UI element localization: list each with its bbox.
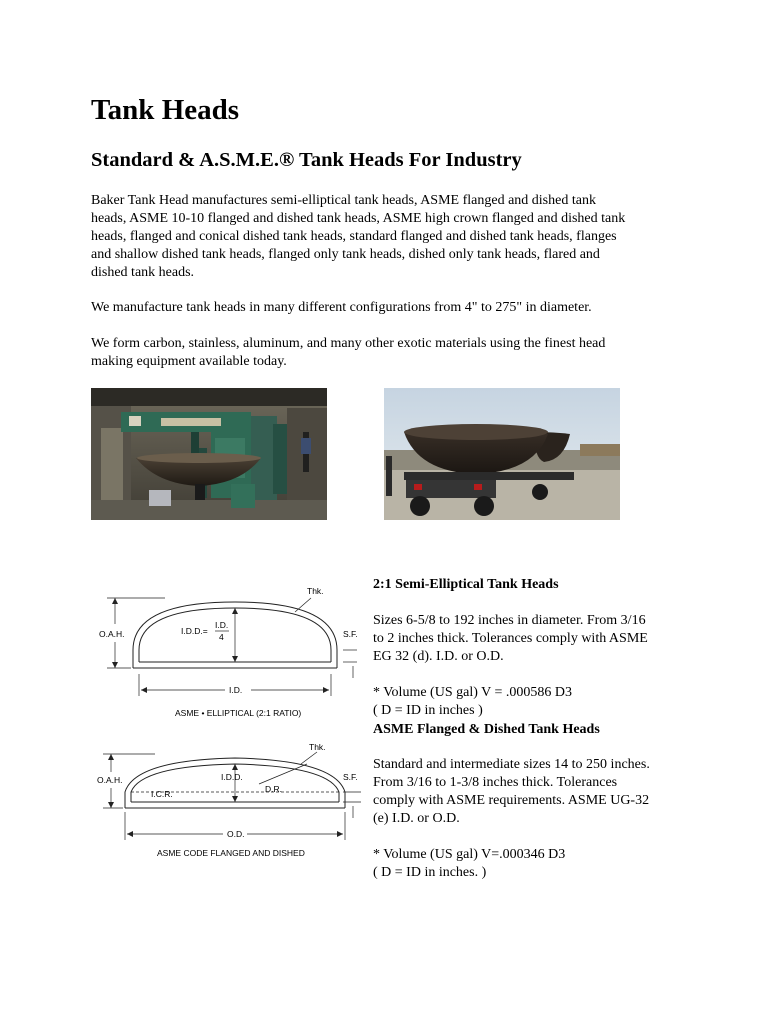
page-title: Tank Heads: [91, 94, 240, 126]
materials-line: We form carbon, stainless, aluminum, and many other exotic materials using the finest head: [91, 336, 606, 351]
config-paragraph: We manufacture tank heads in many different configurations from 4" to 275" in diameter.: [91, 300, 592, 315]
page-subtitle: Standard & A.S.M.E.® Tank Heads For Industry: [91, 149, 522, 171]
flanged-volume: * Volume (US gal) V=.000346 D3: [373, 847, 566, 862]
sf-label: S.F.: [343, 772, 358, 782]
flanged-desc-line: From 3/16 to 1-3/8 inches thick. Tolerances: [373, 775, 618, 790]
flanged-desc-line: (e) I.D. or O.D.: [373, 811, 460, 826]
elliptical-heading: 2:1 Semi-Elliptical Tank Heads: [373, 577, 559, 592]
intro-line: and shallow dished tank heads, flanged only tank heads, dished only tank heads, flared and: [91, 247, 600, 262]
elliptical-volume: * Volume (US gal) V = .000586 D3: [373, 685, 572, 700]
flanged-heading: ASME Flanged & Dished Tank Heads: [373, 722, 600, 737]
idd-label: I.D.D.: [221, 772, 243, 782]
intro-line: heads, flanged and conical dished tank heads, standard flanged and dished tank heads, flanges: [91, 229, 617, 244]
intro-line: dished tank heads.: [91, 265, 195, 280]
icr-label: I.C.R.: [151, 789, 173, 799]
flanged-caption: ASME CODE FLANGED AND DISHED: [157, 848, 305, 858]
elliptical-desc-line: Sizes 6-5/8 to 192 inches in diameter. From 3/16: [373, 613, 646, 628]
thk-label: Thk.: [307, 586, 324, 596]
flanged-d-note: ( D = ID in inches. ): [373, 865, 487, 880]
idd-label: I.D.D.=: [181, 626, 208, 636]
pressing-machine-photo: [91, 388, 327, 520]
elliptical-desc-line: to 2 inches thick. Tolerances comply with ASME: [373, 631, 648, 646]
intro-paragraph: [91, 192, 661, 282]
thk-label: Thk.: [309, 742, 326, 752]
materials-line: making equipment available today.: [91, 354, 287, 369]
elliptical-head-diagram: [95, 580, 365, 720]
oah-label: O.A.H.: [99, 629, 125, 639]
elliptical-desc-line: EG 32 (d). I.D. or O.D.: [373, 649, 504, 664]
dr-label: D.R.: [265, 784, 282, 794]
id-label: I.D.: [229, 685, 243, 695]
flanged-description: [373, 756, 683, 828]
materials-paragraph: [91, 335, 661, 371]
flanged-desc-line: comply with ASME requirements. ASME UG-32: [373, 793, 650, 808]
elliptical-caption: ASME • ELLIPTICAL (2:1 RATIO): [175, 708, 302, 718]
intro-line: Baker Tank Head manufactures semi-elliptical tank heads, ASME flanged and dished tank: [91, 193, 596, 208]
elliptical-d-note: ( D = ID in inches ): [373, 703, 483, 718]
elliptical-description: [373, 612, 683, 666]
intro-line: heads, ASME 10-10 flanged and dished tank heads, ASME high crown flanged and dished tank: [91, 211, 626, 226]
truck-with-heads-photo: [384, 388, 620, 520]
od-label: O.D.: [227, 829, 245, 839]
idd-fraction-den: 4: [219, 632, 224, 642]
oah-label: O.A.H.: [97, 775, 123, 785]
flanged-desc-line: Standard and intermediate sizes 14 to 250 inches.: [373, 757, 650, 772]
idd-fraction-num: I.D.: [215, 620, 229, 630]
sf-label: S.F.: [343, 629, 358, 639]
flanged-dished-diagram: [95, 742, 365, 864]
